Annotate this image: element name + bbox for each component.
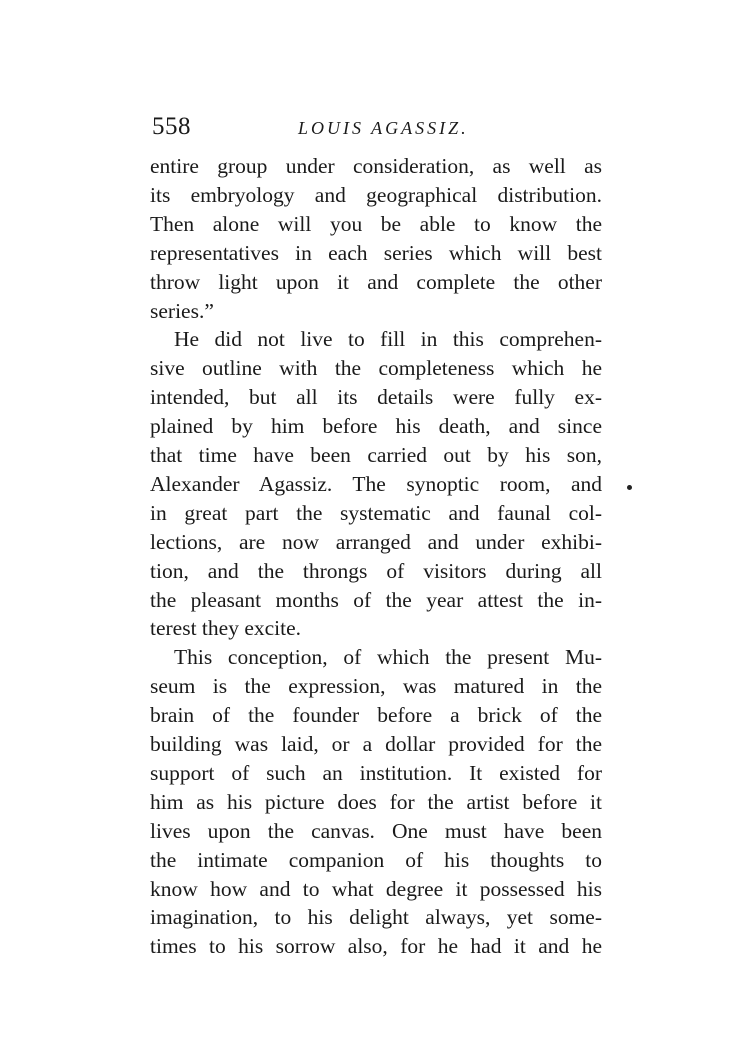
text-line: support of such an institution. It existed for bbox=[150, 760, 602, 785]
text-line: This conception, of which the present Mu- bbox=[174, 645, 602, 670]
text-line: Then alone will you be able to know the bbox=[150, 211, 602, 236]
text-line: representatives in each series which will best bbox=[150, 240, 602, 265]
text-line: intended, but all its details were fully ex- bbox=[150, 385, 602, 410]
ink-speck bbox=[627, 485, 632, 490]
text-line: entire group under consideration, as well as bbox=[150, 154, 602, 178]
text-line: times to his sorrow also, for he had it and he bbox=[150, 934, 602, 959]
text-line: plained by him before his death, and since bbox=[150, 414, 602, 439]
text-line: the intimate companion of his thoughts to bbox=[150, 847, 602, 872]
text-line: in great part the systematic and faunal col- bbox=[150, 500, 602, 525]
text-line: him as his picture does for the artist before it bbox=[150, 789, 602, 814]
text-line: brain of the founder before a brick of the bbox=[150, 703, 602, 728]
text-line: building was laid, or a dollar provided for the bbox=[150, 732, 602, 756]
text-line: imagination, to his delight always, yet some- bbox=[150, 905, 602, 930]
text-line: seum is the expression, was matured in the bbox=[150, 674, 602, 699]
page-number: 558 bbox=[152, 113, 191, 140]
text-line: lections, are now arranged and under exhibi- bbox=[150, 529, 602, 554]
text-line: its embryology and geographical distribution. bbox=[150, 182, 602, 207]
running-head bbox=[152, 112, 602, 142]
text-line: sive outline with the completeness which he bbox=[150, 356, 602, 381]
text-line: throw light upon it and complete the other bbox=[150, 269, 602, 294]
text-line: the pleasant months of the year attest the in- bbox=[150, 587, 602, 612]
text-line: that time have been carried out by his son, bbox=[150, 443, 602, 467]
text-line: lives upon the canvas. One must have been bbox=[150, 818, 602, 843]
text-line: tion, and the throngs of visitors during all bbox=[150, 558, 602, 583]
text-line: Alexander Agassiz. The synoptic room, and bbox=[150, 471, 602, 496]
text-line: He did not live to fill in this comprehen- bbox=[174, 327, 602, 352]
text-line: know how and to what degree it possessed his bbox=[150, 876, 602, 901]
running-title: LOUIS AGASSIZ. bbox=[298, 118, 469, 138]
text-line: terest they excite. bbox=[150, 616, 302, 641]
text-line: series.” bbox=[150, 298, 214, 323]
